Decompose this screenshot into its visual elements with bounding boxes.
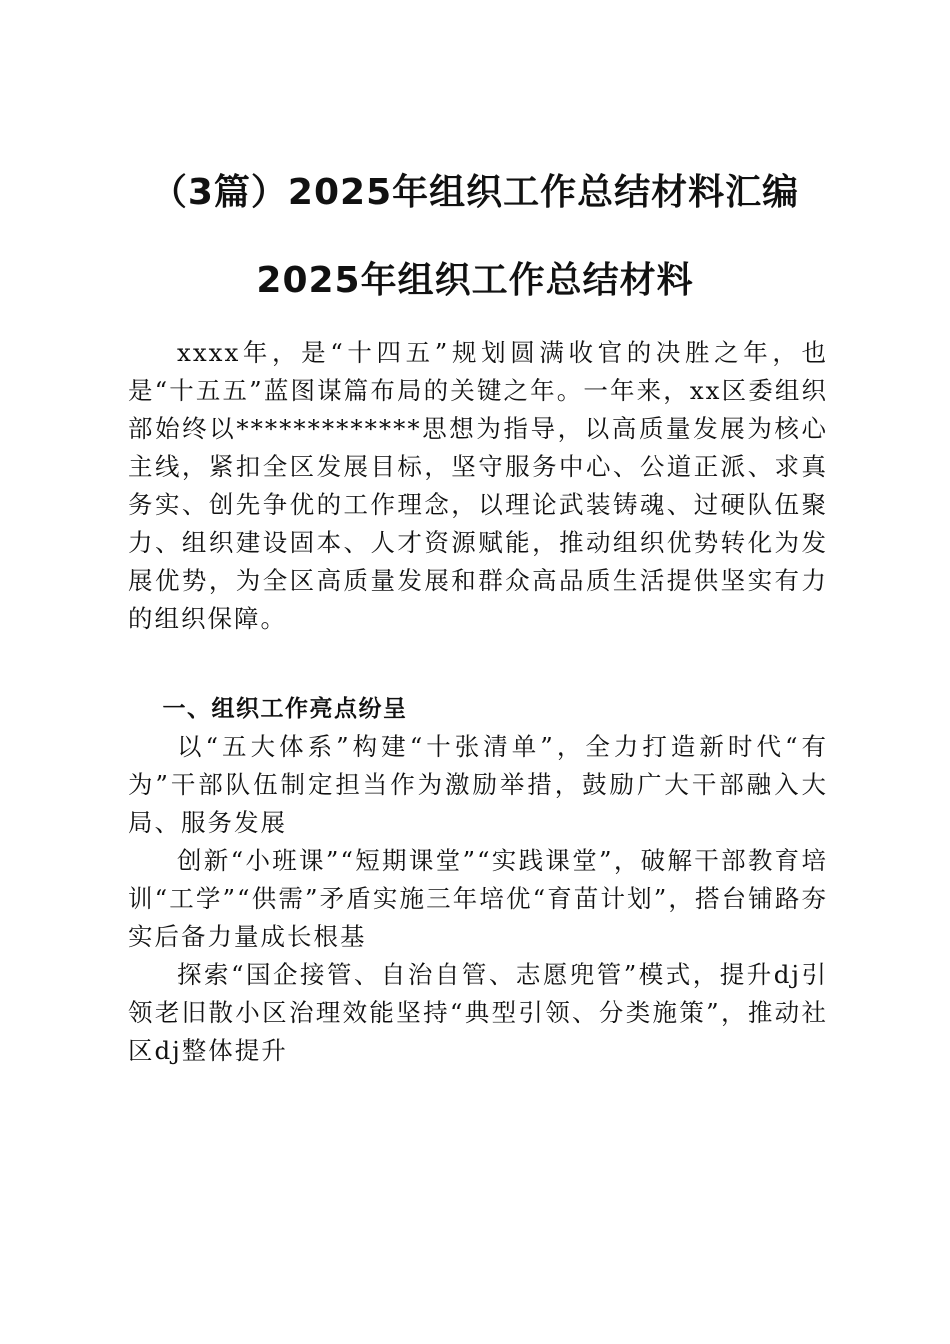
- section-heading: 一、组织工作亮点纷呈: [162, 696, 408, 722]
- section-paragraph: 探索“国企接管、自治自管、志愿兜管”模式，提升dj引领老旧散小区治理效能坚持“典型引领、分类施策”，推动社区dj整体提升: [128, 960, 828, 1065]
- document-main-title: （3篇）2025年组织工作总结材料汇编: [150, 172, 800, 213]
- intro-section: [128, 334, 828, 638]
- section-paragraph: 创新“小班课”“短期课堂”“实践课堂”，破解干部教育培训“工学”“供需”矛盾实施三年培优“育苗计划”，搭台铺路夯实后备力量成长根基: [128, 846, 828, 951]
- document-sub-title: 2025年组织工作总结材料: [256, 260, 694, 301]
- section-one: [128, 690, 828, 1070]
- intro-paragraph: xxxx年，是“十四五”规划圆满收官的决胜之年，也是“十五五”蓝图谋篇布局的关键之年。一年来，xx区委组织部始终以*************思想为指导，以高质量发展为核心主线，紧扣全区发展目标，坚守服务中心、公道正派、求真务实、创先争优的工作理念，以理论武装铸魂、过硬队伍聚力、组织建设固本、人才资源赋能，推动组织优势转化为发展优势，为全区高质量发展和群众高品质生活提供坚实有力的组织保障。: [128, 338, 828, 633]
- section-paragraph: 以“五大体系”构建“十张清单”，全力打造新时代“有为”干部队伍制定担当作为激励举措，鼓励广大干部融入大局、服务发展: [128, 732, 828, 837]
